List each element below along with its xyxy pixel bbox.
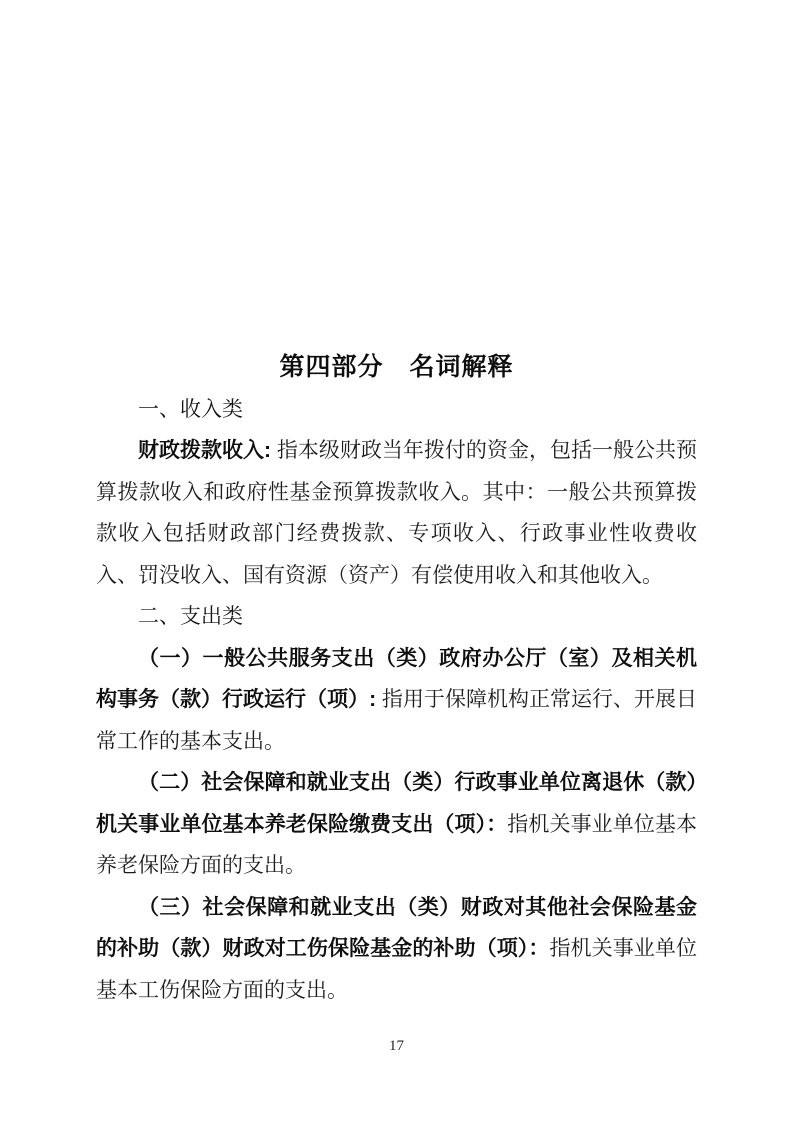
term-lead-work-injury-insurance-subsidy: （三）社会保障和就业支出（类）财政对其他社会保险基金的补助（款）财政对工伤保险基金的补助（项）： bbox=[96, 895, 697, 960]
term-definition-pension-insurance-contribution: 指机关事业单位基本养老保险方面的支出。 bbox=[96, 811, 698, 877]
page-number: 17 bbox=[389, 1038, 404, 1054]
page-title: 第四部分 名词解释 bbox=[279, 353, 514, 381]
term-definition-work-injury-insurance-subsidy: 指机关事业单位基本工伤保险方面的支出。 bbox=[96, 936, 698, 1002]
paragraph-fiscal-appropriation-income bbox=[96, 430, 697, 596]
paragraph-pension-insurance-contribution bbox=[96, 762, 697, 887]
term-definition-fiscal-appropriation-income: 指本级财政当年拨付的资金，包括一般公共预算拨款收入和政府性基金预算拨款收入。其中：一般公共预算拨款收入包括财政部门经费拨款、专项收入、行政事业性收费收入、罚没收入、国有资源（资产）有偿使用收入和其他收入。 bbox=[96, 438, 697, 587]
heading-income-category: 一、收入类 bbox=[138, 397, 243, 421]
paragraph-general-public-service bbox=[96, 638, 697, 763]
term-lead-fiscal-appropriation-income: 财政拨款收入: bbox=[138, 439, 277, 462]
document-content bbox=[96, 347, 697, 1011]
paragraph-work-injury-insurance-subsidy bbox=[96, 887, 697, 1012]
term-definition-general-public-service: 指用于保障机构正常运行、开展日常工作的基本支出。 bbox=[96, 687, 698, 753]
term-lead-general-public-service: （一）一般公共服务支出（类）政府办公厅（室）及相关机构事务（款）行政运行（项）: bbox=[96, 646, 697, 711]
heading-expenditure-category: 二、支出类 bbox=[138, 605, 243, 628]
term-lead-pension-insurance-contribution: （二）社会保障和就业支出（类）行政事业单位离退休（款）机关事业单位基本养老保险缴费支出（项）： bbox=[96, 771, 697, 836]
